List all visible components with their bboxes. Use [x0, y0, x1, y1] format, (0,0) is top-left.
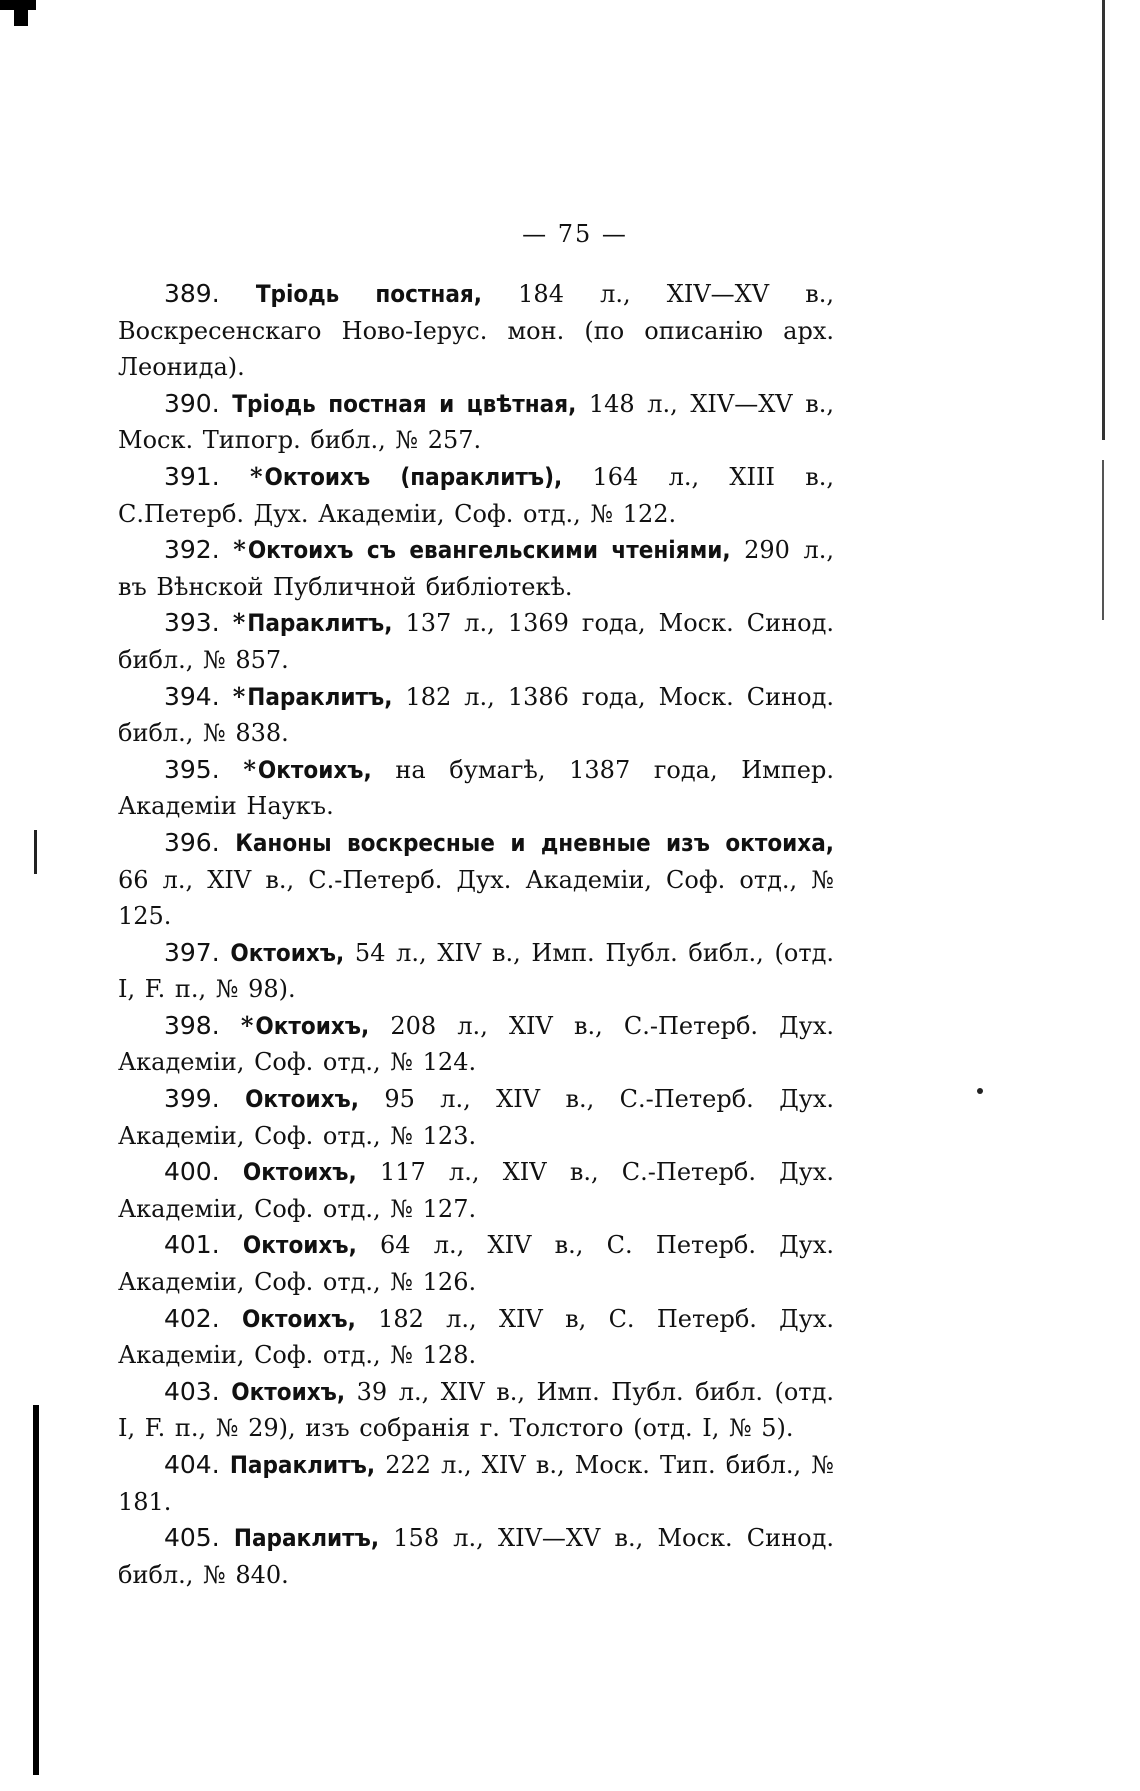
entry-text: 158 л., XIV—XV в., Моск. Синод. библ., № 840. [118, 1524, 834, 1589]
scan-artifact-left-tick [34, 830, 37, 874]
catalog-entry-394 [118, 679, 834, 752]
catalog-entry-405 [118, 1520, 834, 1593]
entry-title: Октоихъ, [242, 1231, 357, 1260]
scan-artifact-top-left [0, 0, 36, 10]
catalog-entry-397 [118, 935, 834, 1008]
entry-text: 137 л., 1369 года, Моск. Синод. библ., № 857. [118, 609, 834, 674]
asterisk-mark: * [233, 535, 246, 565]
entry-title: Тріодь постная и цвѣтная, [232, 389, 577, 418]
entry-title: Октоихъ (параклитъ), [264, 462, 563, 491]
catalog-entry-393 [118, 605, 834, 678]
entry-text: 39 л., XIV в., Имп. Публ. библ. (отд. I, F. п., № 29), изъ собранія г. Толстого (отд. I, № 5). [118, 1377, 834, 1443]
scan-artifact-right-line-lower [1102, 460, 1104, 620]
entry-title: Октоихъ, [230, 938, 345, 967]
entry-text: 95 л., XIV в., С.-Петерб. Дух. Академіи, Соф. отд., № 123. [118, 1085, 834, 1150]
entry-text: на бумагѣ, 1387 года, Импер. Академіи Наукъ. [118, 755, 834, 821]
entry-title: Октоихъ, [241, 1304, 356, 1333]
scan-artifact-left-bar [33, 1405, 39, 1775]
entry-title: Каноны воскресные и дневные изъ октоиха, [235, 828, 834, 857]
entry-number: 402. [164, 1303, 220, 1333]
catalog-entry-400 [118, 1154, 834, 1227]
catalog-entry-402 [118, 1301, 834, 1374]
asterisk-mark: * [243, 754, 256, 784]
entry-text: 184 л., XIV—XV в., Воскресенскаго Ново-Іерус. мон. (по описанію арх. Леонида). [118, 280, 834, 382]
page-number: — 75 — [522, 220, 628, 248]
entry-title: Параклитъ, [233, 1524, 380, 1553]
entry-number: 392. [164, 535, 220, 565]
entry-number: 398. [164, 1010, 220, 1040]
entry-text: 64 л., XIV в., С. Петерб. Дух. Академіи, Соф. отд., № 126. [118, 1231, 834, 1297]
entry-number: 403. [164, 1376, 220, 1406]
entry-number: 401. [164, 1230, 220, 1260]
entry-number: 404. [164, 1450, 220, 1479]
entry-number: 397. [164, 937, 220, 967]
entry-title: Тріодь постная, [255, 280, 482, 308]
catalog-entry-389 [118, 276, 834, 386]
catalog-entries [118, 276, 834, 1593]
entry-number: 399. [164, 1084, 220, 1114]
catalog-entry-390 [118, 386, 834, 459]
entry-title: Параклитъ, [247, 682, 393, 711]
catalog-entry-398 [118, 1008, 834, 1081]
catalog-entry-391 [118, 459, 834, 532]
asterisk-mark: * [232, 608, 246, 638]
entry-number: 389. [164, 279, 220, 308]
entry-text: 290 л., въ Вѣнской Публичной библіотекѣ. [118, 536, 834, 601]
entry-title: Октоихъ, [242, 1158, 357, 1187]
entry-title: Параклитъ, [229, 1451, 376, 1479]
entry-number: 391. [164, 461, 220, 491]
entry-number: 390. [164, 388, 220, 418]
asterisk-mark: * [240, 1010, 254, 1040]
entry-text: 182 л., XIV в, С. Петерб. Дух. Академіи, Соф. отд., № 128. [118, 1304, 834, 1370]
entry-number: 400. [164, 1157, 220, 1187]
entry-number: 393. [164, 608, 220, 638]
asterisk-mark: * [249, 461, 263, 491]
catalog-entry-396 [118, 825, 834, 935]
entry-title: Октоихъ, [245, 1085, 359, 1114]
catalog-entry-399 [118, 1081, 834, 1154]
entry-title: Параклитъ, [247, 609, 393, 638]
entry-number: 405. [164, 1523, 220, 1553]
entry-text: 182 л., 1386 года, Моск. Синод. библ., № 838. [118, 682, 834, 748]
catalog-entry-392 [118, 532, 834, 605]
catalog-entry-404 [118, 1447, 834, 1520]
entry-number: 396. [164, 827, 220, 857]
catalog-entry-401 [118, 1227, 834, 1300]
entry-title: Октоихъ, [257, 755, 372, 784]
entry-text: 117 л., XIV в., С.-Петерб. Дух. Академіи, Соф. отд., № 127. [118, 1158, 834, 1223]
entry-text: 66 л., XIV в., С.-Петерб. Дух. Академіи, Соф. отд., № 125. [118, 865, 834, 931]
entry-number: 395. [164, 754, 220, 784]
entry-title: Октоихъ, [255, 1011, 370, 1040]
entry-text: 164 л., XIII в., С.Петерб. Дух. Академіи, Соф. отд., № 122. [118, 462, 834, 528]
entry-number: 394. [164, 681, 220, 711]
catalog-entry-403 [118, 1374, 834, 1447]
entry-title: Октоихъ съ евангельскими чтеніями, [247, 536, 731, 565]
entry-title: Октоихъ, [231, 1377, 346, 1406]
entry-text: 208 л., XIV в., С.-Петерб. Дух. Академіи, Соф. отд., № 124. [118, 1011, 834, 1077]
scan-artifact-dot [977, 1088, 983, 1094]
catalog-entry-395 [118, 752, 834, 825]
entry-text: 222 л., XIV в., Моск. Тип. библ., № 181. [118, 1451, 835, 1516]
entry-text: 54 л., XIV в., Имп. Публ. библ., (отд. I, F. п., № 98). [118, 938, 834, 1004]
asterisk-mark: * [232, 681, 246, 711]
entry-text: 148 л., XIV—XV в., Моск. Типогр. библ., № 257. [118, 389, 834, 455]
